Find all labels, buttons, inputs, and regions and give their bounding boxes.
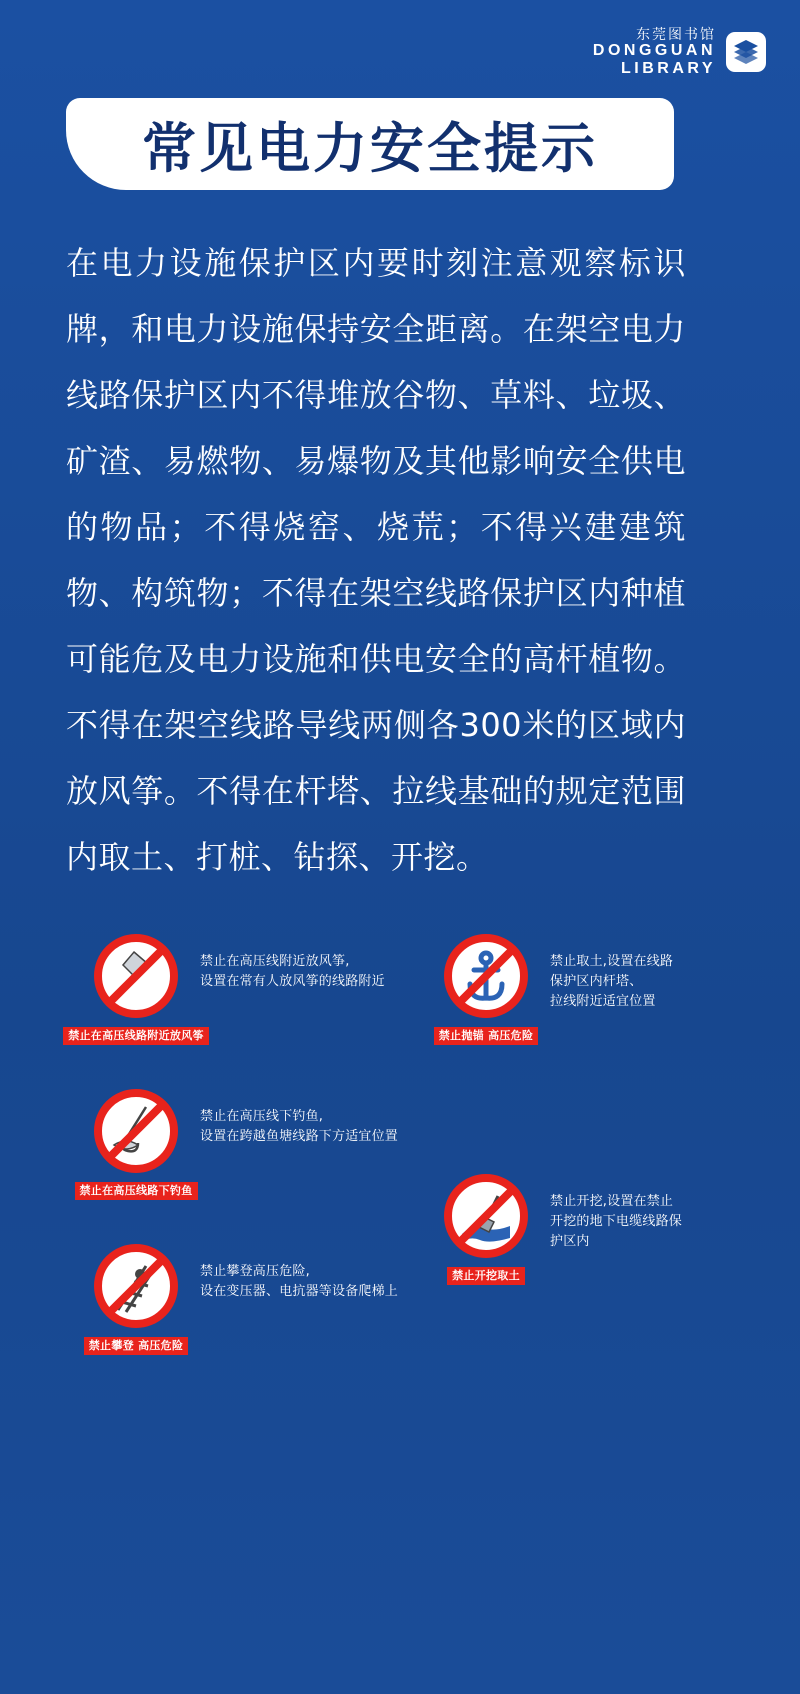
- title-plate: [66, 98, 674, 190]
- sign-badge: [80, 1085, 192, 1200]
- sign-badge: [430, 1170, 542, 1285]
- sign-item-no-anchoring: [430, 930, 673, 1045]
- no-fishing-icon: [90, 1085, 182, 1177]
- sign-desc-line: 禁止攀登高压危险,: [200, 1264, 310, 1279]
- sign-badge: [68, 930, 204, 1045]
- page-title: 常见电力安全提示: [142, 116, 598, 180]
- brand-text: [593, 26, 716, 79]
- library-book-logo-icon: [726, 32, 766, 72]
- sign-desc-line: 禁止在高压线下钓鱼,: [200, 1109, 324, 1124]
- sign-description: [200, 1107, 398, 1147]
- sign-label: 禁止抛锚 高压危险: [434, 1027, 539, 1045]
- brand-name-cn: 东莞图书馆: [636, 26, 716, 42]
- brand-logo: [593, 26, 766, 79]
- sign-item-no-kite: [68, 930, 385, 1045]
- brand-name-en-line2: LIBRARY: [620, 60, 716, 78]
- sign-label: 禁止开挖取土: [447, 1267, 525, 1285]
- warning-sign-grid: [60, 930, 750, 1380]
- sign-desc-line: 拉线附近适宜位置: [550, 994, 656, 1009]
- sign-desc-line: 设置在跨越鱼塘线路下方适宜位置: [200, 1129, 399, 1144]
- sign-desc-line: 禁止开挖,设置在禁止: [550, 1194, 674, 1209]
- sign-badge: [80, 1240, 192, 1355]
- sign-desc-line: 保护区内杆塔、: [550, 974, 643, 989]
- no-digging-icon: [440, 1170, 532, 1262]
- no-anchoring-icon: [440, 930, 532, 1022]
- no-climbing-icon: [90, 1240, 182, 1332]
- sign-desc-line: 设置在常有人放风筝的线路附近: [200, 974, 385, 989]
- sign-label: 禁止在高压线路附近放风筝: [63, 1027, 209, 1045]
- body-paragraph: 在电力设施保护区内要时刻注意观察标识牌，和电力设施保持安全距离。在架空电力线路保护区内不得堆放谷物、草料、垃圾、矿渣、易燃物、易爆物及其他影响安全供电的物品；不得烧窑、烧荒；不得兴建建筑物、构筑物；不得在架空线路保护区内种植可能危及电力设施和供电安全的高杆植物。不得在架空线路导线两侧各300米的区域内放风筝。不得在杆塔、拉线基础的规定范围内取土、打桩、钻探、开挖。: [66, 244, 686, 876]
- sign-item-no-digging: [430, 1170, 682, 1285]
- no-kite-flying-icon: [90, 930, 182, 1022]
- sign-description: [200, 952, 385, 992]
- sign-label: 禁止攀登 高压危险: [84, 1337, 189, 1355]
- sign-label: 禁止在高压线路下钓鱼: [75, 1182, 198, 1200]
- sign-badge: [430, 930, 542, 1045]
- sign-description: [200, 1262, 398, 1302]
- sign-desc-line: 护区内: [550, 1234, 590, 1249]
- sign-desc-line: 开挖的地下电缆线路保: [550, 1214, 683, 1229]
- sign-description: [550, 952, 673, 1012]
- sign-desc-line: 禁止取土,设置在线路: [550, 954, 674, 969]
- sign-desc-line: 设在变压器、电抗器等设备爬梯上: [200, 1284, 399, 1299]
- sign-desc-line: 禁止在高压线附近放风筝,: [200, 954, 350, 969]
- brand-name-en-line1: DONGGUAN: [592, 42, 716, 60]
- sign-item-no-fishing: [80, 1085, 398, 1200]
- sign-item-no-climbing: [80, 1240, 398, 1355]
- sign-description: [550, 1192, 682, 1252]
